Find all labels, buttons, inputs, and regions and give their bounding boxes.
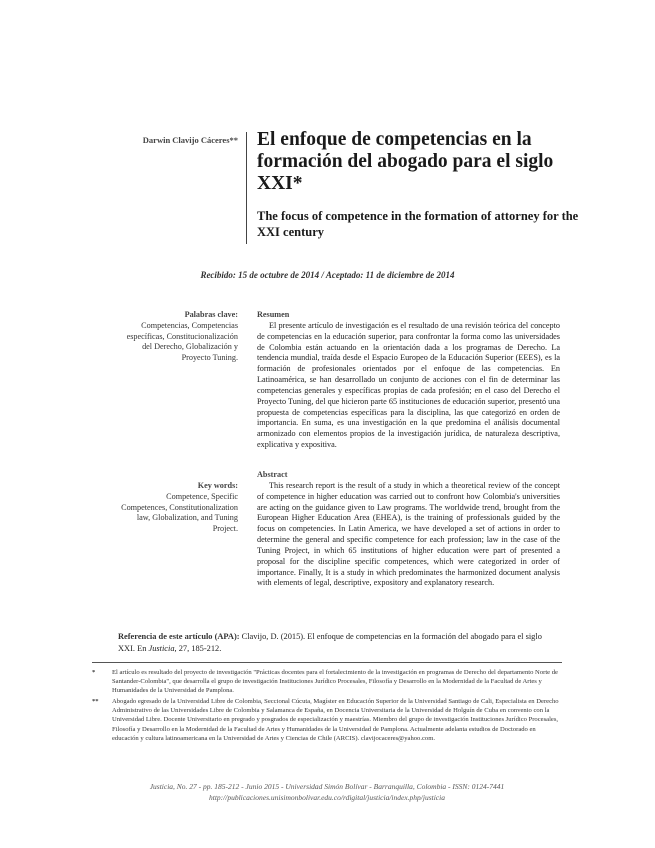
- keywords-english: [118, 481, 238, 535]
- reference-journal: Justicia: [148, 643, 175, 653]
- journal-citation-line: Justicia, No. 27 - pp. 185-212 - Junio 2015 - Universidad Simón Bolívar - Barranquilla, Colombia - ISSN: 0124-7441: [149, 782, 505, 791]
- article-title-english: The focus of competence in the formation of attorney for the XXI century: [257, 209, 579, 239]
- footnote-1-text: El artículo es resultado del proyecto de investigación "Prácticas docentes para el fortalecimiento de la investigación en programas de Derecho del departamento Norte de Santander-Colombia", que desarrolla el grupo de investigación Instituciones Jurídico Procesales, Filosofía y Desarrollo en la Modernidad de la Facultad de Artes y Humanidades de la Universidad de Pamplona.: [112, 669, 558, 695]
- keywords-english-text: Competence, Specific Competences, Constitutionalization law, Globalization, and Tuning Project.: [121, 491, 238, 534]
- received-accepted-dates: Recibido: 15 de octubre de 2014 / Aceptado: 11 de diciembre de 2014: [200, 270, 455, 280]
- keywords-english-heading: Key words:: [197, 481, 238, 490]
- author-name: Darwin Clavijo Cáceres**: [142, 135, 238, 145]
- article-title-spanish: El enfoque de competencias en la formación del abogado para el siglo XXI*: [257, 129, 554, 194]
- title-divider: [246, 132, 247, 244]
- abstract-section: [257, 470, 560, 589]
- footnote-1-mark: *: [92, 669, 96, 676]
- keywords-spanish-text: Competencias, Competencias específicas, Constitucionalización del Derecho, Globalización y Proyecto Tuning.: [126, 320, 238, 363]
- journal-url: http://publicaciones.unisimonbolivar.edu.co/rdigital/justicia/index.php/justicia: [209, 793, 445, 802]
- abstract-heading: Abstract: [257, 470, 288, 479]
- footnote-divider: [92, 662, 562, 663]
- footnote-2-mark: **: [92, 698, 99, 705]
- footnote-2: [92, 697, 562, 743]
- reference-label: Referencia de este artículo (APA):: [118, 632, 240, 641]
- reference-text: Clavijo, D. (2015). El enfoque de competencias en la formación del abogado para el siglo XXI. En: [118, 632, 542, 653]
- footnote-2-text: Abogado egresado de la Universidad Libre de Colombia, Seccional Cúcuta, Magíster en Educación Superior de la Universidad Santiago de Cali, Especialista en Derecho Administrativo de las Universidades Libre de Colombia y Salamanca de España, en Docencia Universitaria de la Universidad de Holguín de Cuba en convenio con la Universidad Libre. Docente Universitario en pregrado y posgrados de especialización y maestrías. Miembro del grupo de investigación Instituciones Jurídico Procesales, Filosofía y Desarrollo en la Modernidad de la Facultad de Artes y Humanidades de la Universidad de Pamplona. Actualmente adelanta estudios de Doctorado en educación y cultura latinoamericana en la Universidad de Artes y Ciencias de Chile (ARCIS). clavijocaceres@yahoo.com.: [112, 698, 559, 742]
- reference-tail: , 27, 185-212.: [174, 643, 222, 653]
- keywords-spanish-heading: Palabras clave:: [184, 310, 238, 319]
- article-reference: [118, 631, 560, 654]
- journal-footer: [92, 781, 562, 803]
- resumen-text: El presente artículo de investigación es el resultado de una revisión teórica del concepto de competencias en la educación superior, para confrontar la forma como las universidades de Colombia están actuando en la orientación dada a los programas de Derecho. La tendencia mundial, traída desde el Espacio Europeo de la Educación Superior (EEES), es la formación de profesionales orientados por el enfoque de las competencias. En Latinoamérica, se han desarrollado un conjunto de acciones con el fin de determinar las competencias generales y específicas propias de cada profesión; en el caso del Derecho el Proyecto Tuning, del que hicieron parte 65 instituciones de educación superior, presentó una propuesta de competencias específicas para la disciplina, las que categorizó en orden de importancia. En suma, es una investigación en la que predomina el análisis documental armonizado con elementos propios de la investigación jurídica, de naturaleza descriptiva, explicativa y expositiva.: [257, 320, 560, 450]
- resumen-heading: Resumen: [257, 310, 290, 319]
- abstract-text: This research report is the result of a study in which a theoretical review of the concept of competence in higher education was carried out to confront how Colombia's universities are acting on the guidance given to Law programs. The worldwide trend, brought from the European Higher Education Area (EHEA), is the training of professionals guided by the focus on competencies. In Latin America, we have developed a set of actions in order to determine the general and specific competence for each profession; law in the case of the Tuning Project, in which 65 institutions of higher education were part of presented a proposal for the discipline specific competences, which were categorized in order of importance. Finally, It is a study in which predominates the harmonized document analysis with elements of legal, descriptive, expository and explanatory research.: [257, 480, 560, 588]
- keywords-spanish: [118, 310, 238, 364]
- resumen-section: [257, 310, 560, 451]
- footnote-1: [92, 668, 562, 696]
